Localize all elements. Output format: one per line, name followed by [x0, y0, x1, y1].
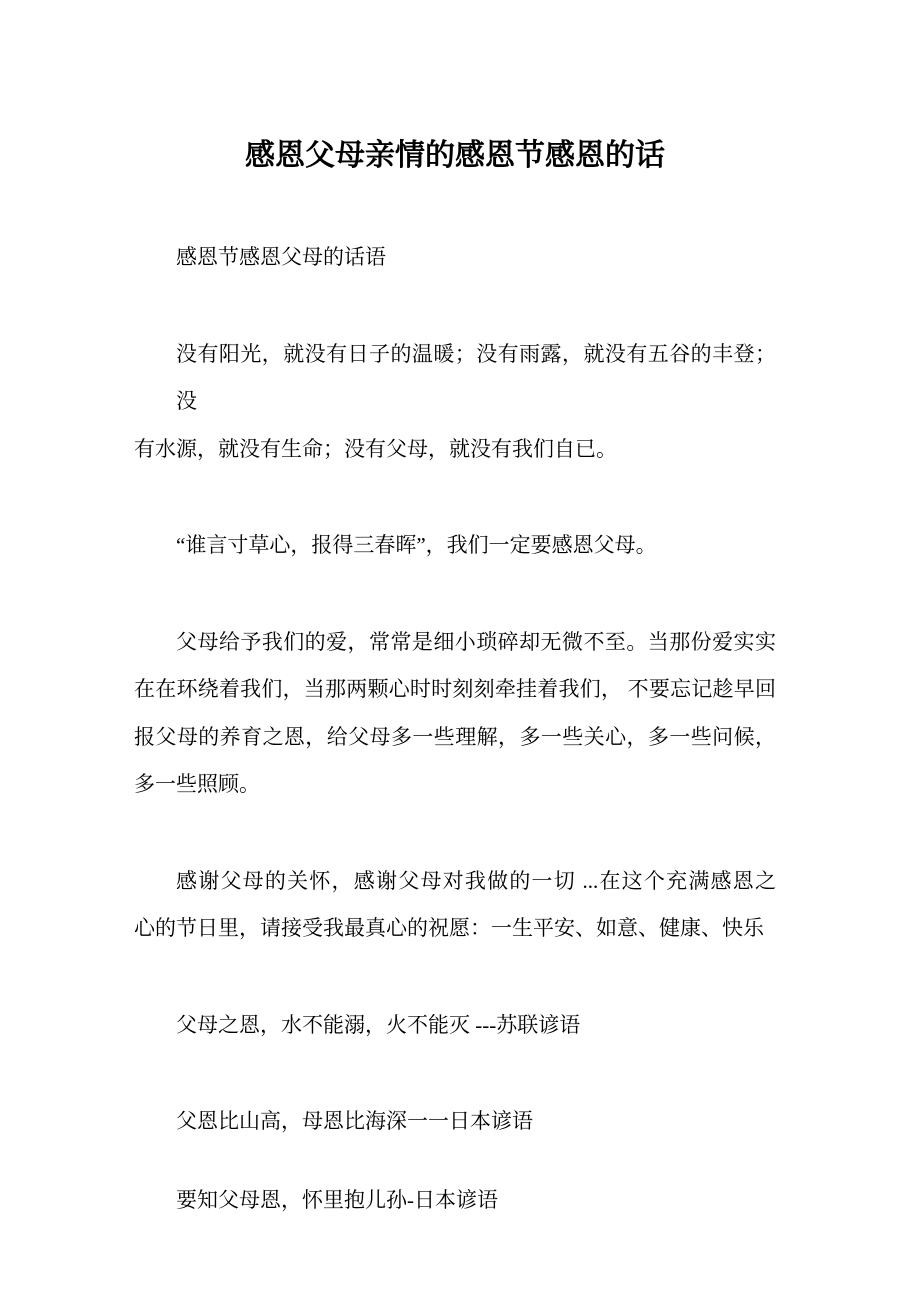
paragraph	[134, 331, 776, 474]
paragraph	[134, 619, 776, 809]
paragraph	[134, 1098, 776, 1146]
text-line: 报父母的养育之恩，给父母多一些理解，多一些关心，多一些问候，	[134, 724, 776, 749]
paragraph	[134, 522, 776, 570]
text-line: 感恩节感恩父母的话语	[176, 245, 386, 269]
text-line: 没有阳光，就没有日子的温暖；没有雨露，就没有五谷的丰登；没	[176, 341, 776, 413]
text-line: 多一些照顾。	[134, 772, 260, 796]
text-line: 要知父母恩，怀里抱儿孙-日本谚语	[176, 1187, 498, 1212]
paragraph	[134, 858, 776, 953]
paragraph	[134, 1002, 776, 1050]
text-line: 在在环绕着我们，当那两颗心时时刻刻牵挂着我们， 不要忘记趁早回	[134, 677, 776, 701]
text-line: “谁言寸草心，报得三春晖”，我们一定要感恩父母。	[176, 533, 657, 557]
paragraph	[134, 234, 776, 282]
text-line: 有水源，就没有生命；没有父母，就没有我们自已。	[134, 436, 617, 461]
text-line: 心的节日里，请接受我最真心的祝愿：一生平安、如意、健康、快乐	[134, 916, 764, 940]
document-body	[134, 234, 776, 1224]
text-line: 父恩比山高，母恩比海深一一日本谚语	[176, 1109, 533, 1133]
paragraph	[134, 1177, 776, 1225]
document-title: 感恩父母亲情的感恩节感恩的话	[245, 139, 665, 172]
text-line: 父母给予我们的爱，常常是细小琐碎却无微不至。当那份爱实实	[176, 629, 776, 654]
text-line: 父母之恩，水不能溺，火不能灭 ---苏联谚语	[176, 1012, 581, 1037]
text-line: 感谢父母的关怀，感谢父母对我做的一切 ...在这个充满感恩之	[176, 868, 776, 893]
